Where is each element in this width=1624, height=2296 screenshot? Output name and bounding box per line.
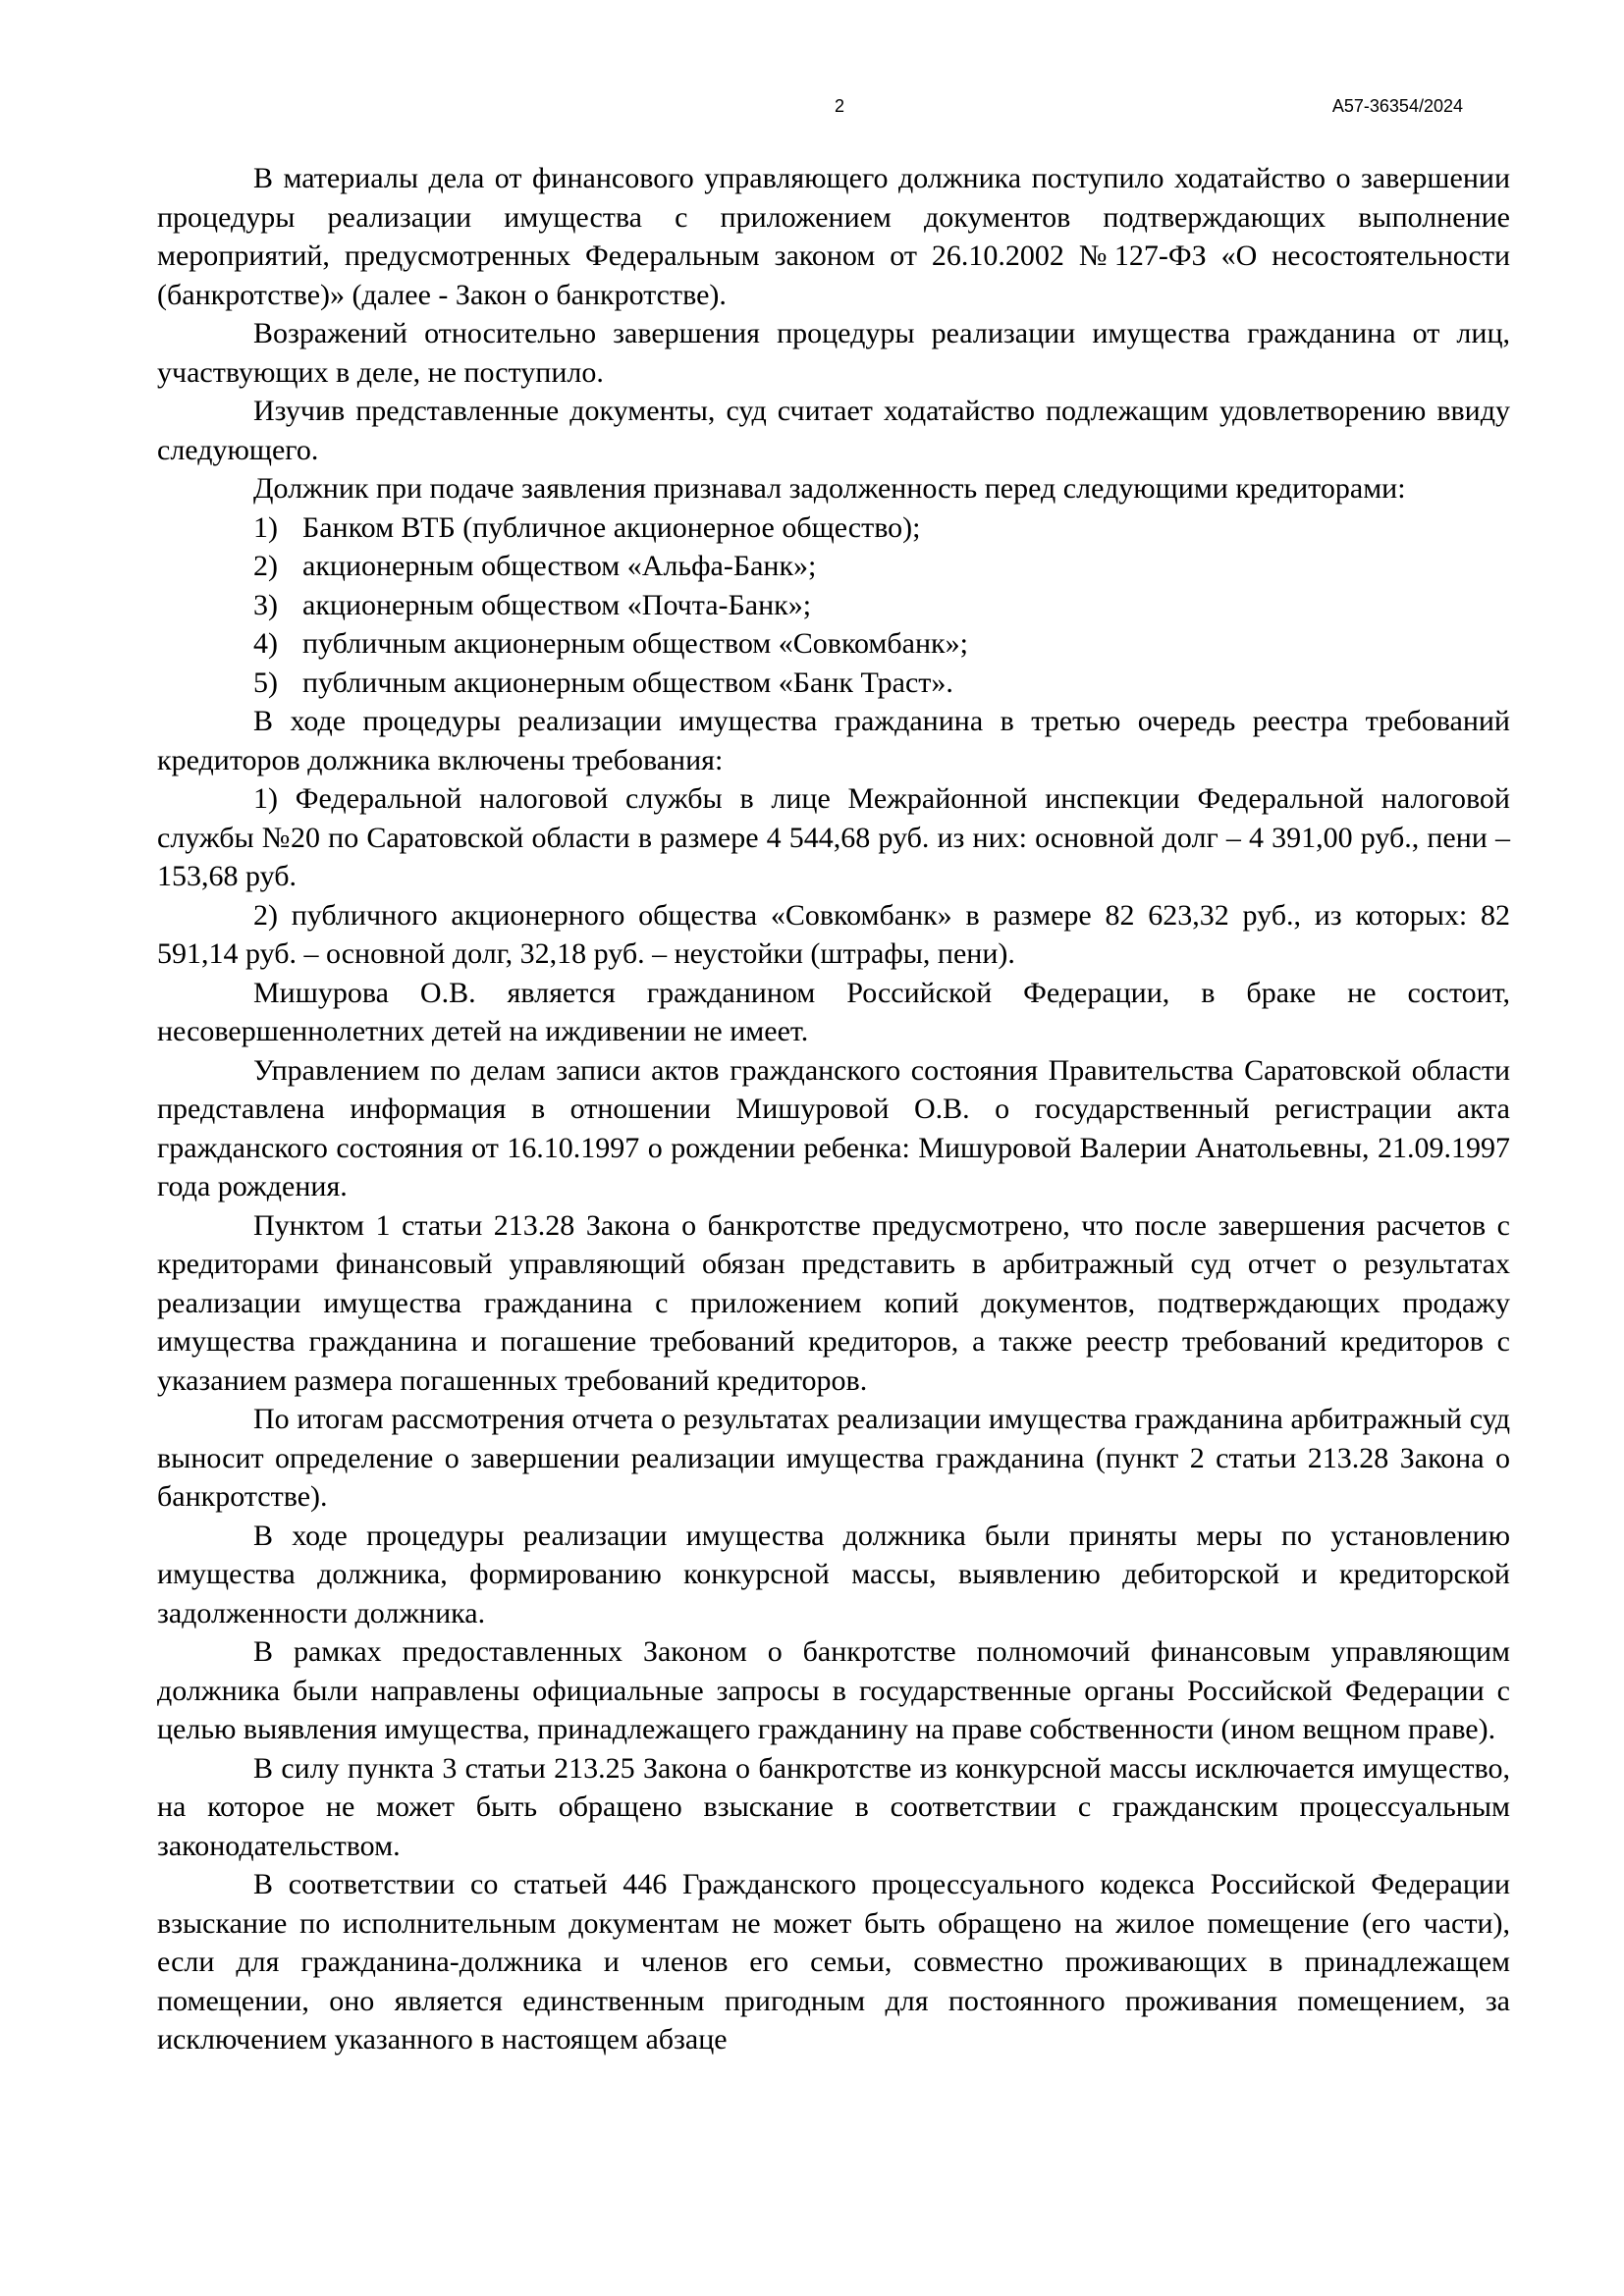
paragraph: Пунктом 1 статьи 213.28 Закона о банкротстве предусмотрено, что после завершения расчетов с кредиторами финансовый управляющий обязан представить в арбитражный суд отчет о результатах реализации имущества гражданина с приложением копий документов, подтверждающих продажу имущества гражданина и погашение требований кредиторов, а также реестр требований кредиторов с указанием размера погашенных требований кредиторов. xyxy=(157,1208,1510,1397)
list-item-text: Банком ВТБ (публичное акционерное общество); xyxy=(302,510,921,544)
list-item xyxy=(157,547,1510,586)
list-item-number: 1) xyxy=(253,510,278,544)
list-item-text: публичным акционерным обществом «Совкомбанк»; xyxy=(302,627,968,660)
paragraph: Должник при подаче заявления признавал задолженность перед следующими кредиторами: xyxy=(253,472,1406,505)
paragraph: Изучив представленные документы, суд считает ходатайство подлежащим удовлетворению ввиду следующего. xyxy=(157,395,1510,466)
paragraph: 2) публичного акционерного общества «Совкомбанк» в размере 82 623,32 руб., из которых: 82 591,14 руб. – основной долг, 32,18 руб. – неустойки (штрафы, пени). xyxy=(157,898,1510,970)
list-item xyxy=(157,508,1510,548)
list-item-number: 4) xyxy=(253,627,278,660)
document-body xyxy=(157,159,1510,2059)
list-item xyxy=(157,664,1510,703)
paragraph: В соответствии со статьей 446 Гражданского процессуального кодекса Российской Федерации взыскание по исполнительным документам не может быть обращено на жилое помещение (его части), если для гражданина-должника и членов его семьи, совместно проживающих в принадлежащем помещении, оно является единственным пригодным для постоянного проживания помещением, за исключением указанного в настоящем абзаце xyxy=(157,1868,1510,2056)
paragraph: В материалы дела от финансового управляющего должника поступило ходатайство о завершении процедуры реализации имущества с приложением документов подтверждающих выполнение мероприятий, предусмотренных Федеральным законом от 26.10.2002 №127-ФЗ «О несостоятельности (банкротстве)» (далее - Закон о банкротстве). xyxy=(157,162,1510,311)
list-item xyxy=(157,586,1510,625)
paragraph: В ходе процедуры реализации имущества гражданина в третью очередь реестра требований кредиторов должника включены требования: xyxy=(157,705,1510,776)
paragraph: Мишурова О.В. является гражданином Российской Федерации, в браке не состоит, несовершеннолетних детей на иждивении не имеет. xyxy=(157,976,1510,1047)
paragraph: 1) Федеральной налоговой службы в лице Межрайонной инспекции Федеральной налоговой службы №20 по Саратовской области в размере 4 544,68 руб. из них: основной долг – 4 391,00 руб., пени – 153,68 руб. xyxy=(157,782,1510,892)
list-item-text: публичным акционерным обществом «Банк Траст». xyxy=(302,666,953,699)
paragraph: В рамках предоставленных Законом о банкротстве полномочий финансовым управляющим должника были направлены официальные запросы в государственные органы Российской Федерации с целью выявления имущества, принадлежащего гражданину на праве собственности (ином вещном праве). xyxy=(157,1635,1510,1745)
list-item-text: акционерным обществом «Почта-Банк»; xyxy=(302,588,812,621)
paragraph: В ходе процедуры реализации имущества должника были приняты меры по установлению имущества должника, формированию конкурсной массы, выявлению дебиторской и кредиторской задолженности должника. xyxy=(157,1519,1510,1629)
creditors-list xyxy=(157,508,1510,703)
paragraph: Возражений относительно завершения процедуры реализации имущества гражданина от лиц, участвующих в деле, не поступило. xyxy=(157,317,1510,389)
list-item-number: 5) xyxy=(253,666,278,699)
case-number: А57-36354/2024 xyxy=(1331,96,1463,116)
page-number: 2 xyxy=(834,96,844,116)
paragraph: Управлением по делам записи актов гражданского состояния Правительства Саратовской области представлена информация в отношении Мишуровой О.В. о государственный регистрации акта гражданского состояния от 16.10.1997 о рождении ребенка: Мишуровой Валерии Анатольевны, 21.09.1997 года рождения. xyxy=(157,1053,1510,1202)
paragraph: В силу пункта 3 статьи 213.25 Закона о банкротстве из конкурсной массы исключается имущество, на которое не может быть обращено взыскание в соответствии с гражданским процессуальным законодательством. xyxy=(157,1751,1510,1862)
paragraph: По итогам рассмотрения отчета о результатах реализации имущества гражданина арбитражный суд выносит определение о завершении реализации имущества гражданина (пункт 2 статьи 213.28 Закона о банкротстве). xyxy=(157,1403,1510,1513)
page-header xyxy=(0,96,1624,126)
list-item xyxy=(157,624,1510,664)
list-item-text: акционерным обществом «Альфа-Банк»; xyxy=(302,550,817,582)
list-item-number: 3) xyxy=(253,588,278,621)
list-item-number: 2) xyxy=(253,550,278,582)
